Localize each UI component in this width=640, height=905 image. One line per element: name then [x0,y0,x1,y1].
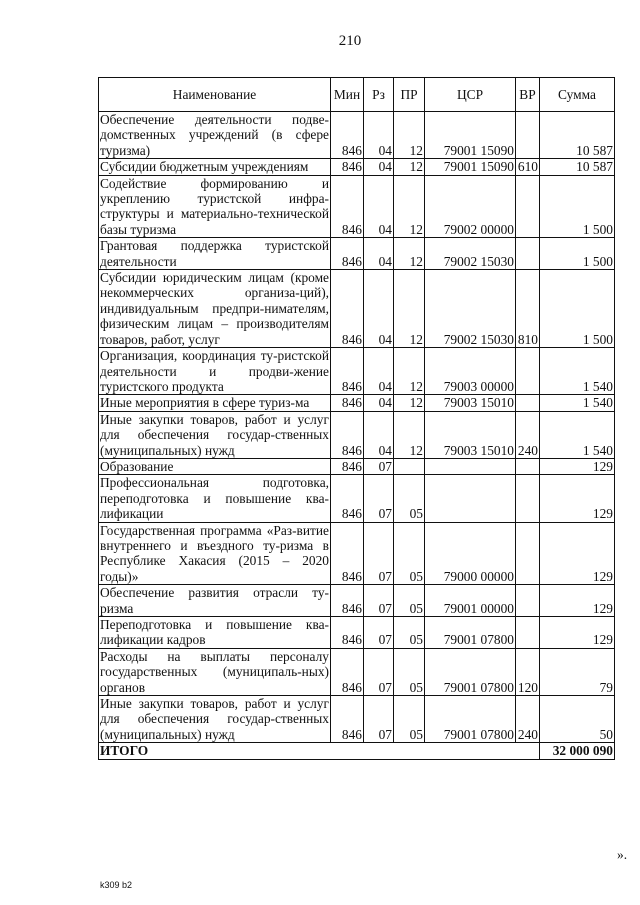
cell-vr: 240 [516,696,540,743]
cell-csr: 79001 15090 [425,159,516,175]
cell-name: Субсидии юридическим лицам (кроме некоммерческих организа-ций), индивидуальным предпри-нимателям, физическим лицам – производителям товаров, работ, услуг [100,270,329,347]
cell-pr: 12 [394,238,425,270]
cell-rz: 07 [364,617,394,649]
table-row [99,522,615,585]
cell-min: 846 [331,475,364,522]
cell-pr: 12 [394,411,425,458]
cell-pr: 05 [394,648,425,695]
cell-min: 846 [331,617,364,649]
cell-rz: 04 [364,411,394,458]
cell-name: Иные мероприятия в сфере туриз-ма [99,395,331,411]
table-row [99,175,615,238]
table-row [99,159,615,175]
header-rz: Рз [364,78,394,112]
cell-rz: 04 [364,159,394,175]
header-pr: ПР [394,78,425,112]
cell-rz: 07 [364,475,394,522]
header-sum: Сумма [540,78,615,112]
cell-vr [516,238,540,270]
cell-min: 846 [331,585,364,617]
cell-name: Образование [99,458,331,474]
cell-name: Государственная программа «Раз-витие внутреннего и въездного ту-ризма в Республике Хакасия (2015 – 2020 годы)» [100,522,329,584]
cell-sum: 129 [540,617,615,649]
page-number: 210 [338,33,362,49]
cell-pr: 12 [394,270,425,348]
table-row [99,348,615,395]
cell-pr [394,458,425,474]
cell-pr: 12 [394,112,425,159]
header-vr: ВР [516,78,540,112]
cell-name: Переподготовка и повышение ква-лификации кадров [100,617,329,648]
cell-vr [516,522,540,585]
closing-quote-mark: ». [617,847,628,862]
cell-sum: 1 540 [540,411,615,458]
cell-vr [516,458,540,474]
cell-rz: 04 [364,348,394,395]
cell-csr: 79000 00000 [425,522,516,585]
cell-name: Иные закупки товаров, работ и услуг для обеспечения государ-ственных (муниципальных) нужд [100,696,329,742]
header-csr: ЦСР [425,78,516,112]
total-label: ИТОГО [99,743,540,759]
cell-csr: 79001 07800 [425,648,516,695]
cell-csr: 79001 07800 [425,696,516,743]
cell-csr: 79003 15010 [425,411,516,458]
cell-rz: 07 [364,458,394,474]
cell-sum: 129 [540,475,615,522]
cell-vr: 240 [516,411,540,458]
cell-rz: 07 [364,648,394,695]
table-row [99,270,615,348]
cell-min: 846 [331,696,364,743]
cell-sum: 129 [540,458,615,474]
cell-min: 846 [331,175,364,238]
cell-sum: 50 [540,696,615,743]
table-row [99,112,615,159]
cell-min: 846 [331,395,364,411]
cell-rz: 04 [364,270,394,348]
cell-csr: 79003 15010 [425,395,516,411]
cell-pr: 12 [394,348,425,395]
total-row [99,743,615,759]
cell-sum: 10 587 [540,112,615,159]
cell-min: 846 [331,458,364,474]
cell-rz: 07 [364,696,394,743]
cell-vr [516,112,540,159]
table-row [99,458,615,474]
cell-csr: 79001 00000 [425,585,516,617]
cell-vr: 610 [516,159,540,175]
cell-csr: 79003 00000 [425,348,516,395]
cell-sum: 129 [540,585,615,617]
cell-csr [425,458,516,474]
table-row [99,238,615,270]
table-row [99,411,615,458]
cell-rz: 04 [364,112,394,159]
total-sum: 32 000 090 [540,743,615,759]
cell-sum: 1 500 [540,270,615,348]
cell-csr: 79002 00000 [425,175,516,238]
table-row [99,648,615,695]
header-min: Мин [331,78,364,112]
cell-min: 846 [331,159,364,175]
footer-code: k309 b2 [100,880,133,890]
table-row [99,696,615,743]
cell-sum: 10 587 [540,159,615,175]
cell-min: 846 [331,648,364,695]
budget-table [98,77,615,760]
cell-min: 846 [331,112,364,159]
cell-rz: 07 [364,522,394,585]
cell-min: 846 [331,238,364,270]
cell-min: 846 [331,348,364,395]
cell-pr: 05 [394,696,425,743]
cell-pr: 05 [394,617,425,649]
cell-name: Обеспечение развития отрасли ту-ризма [100,585,329,616]
cell-name: Содействие формированию и укреплению туристской инфра-структуры и материально-технической базы туризма [100,175,329,237]
cell-sum: 1 500 [540,238,615,270]
cell-rz: 04 [364,175,394,238]
cell-name: Организация, координация ту-ристской деятельности и продви-жение туристского продукта [100,348,329,394]
cell-min: 846 [331,270,364,348]
cell-csr: 79002 15030 [425,270,516,348]
cell-sum: 1 500 [540,175,615,238]
cell-name: Расходы на выплаты персоналу государственных (муниципаль-ных) органов [100,648,329,695]
cell-pr: 12 [394,159,425,175]
cell-name: Субсидии бюджетным учреждениям [99,159,331,175]
table-row [99,475,615,522]
table-row [99,585,615,617]
cell-sum: 1 540 [540,395,615,411]
cell-rz: 04 [364,395,394,411]
cell-vr [516,617,540,649]
cell-name: Иные закупки товаров, работ и услуг для обеспечения государ-ственных (муниципальных) нужд [100,411,329,458]
cell-csr: 79001 15090 [425,112,516,159]
cell-min: 846 [331,522,364,585]
cell-rz: 04 [364,238,394,270]
cell-vr [516,348,540,395]
cell-pr: 05 [394,475,425,522]
cell-pr: 12 [394,395,425,411]
cell-pr: 12 [394,175,425,238]
table-row [99,617,615,649]
cell-vr: 810 [516,270,540,348]
cell-csr: 79001 07800 [425,617,516,649]
table-row [99,395,615,411]
cell-vr: 120 [516,648,540,695]
cell-vr [516,585,540,617]
cell-vr [516,395,540,411]
cell-sum: 1 540 [540,348,615,395]
header-row [99,78,615,112]
cell-min: 846 [331,411,364,458]
header-name: Наименование [99,78,331,112]
cell-name: Профессиональная подготовка, переподготовка и повышение ква-лификации [100,475,329,522]
cell-name: Обеспечение деятельности подве-домственных учреждений (в сфере туризма) [100,112,329,158]
cell-rz: 07 [364,585,394,617]
cell-vr [516,475,540,522]
cell-csr [425,475,516,522]
cell-sum: 129 [540,522,615,585]
cell-name: Грантовая поддержка туристской деятельности [100,238,329,269]
cell-pr: 05 [394,585,425,617]
cell-sum: 79 [540,648,615,695]
cell-csr: 79002 15030 [425,238,516,270]
cell-vr [516,175,540,238]
cell-pr: 05 [394,522,425,585]
table-body [99,112,615,743]
